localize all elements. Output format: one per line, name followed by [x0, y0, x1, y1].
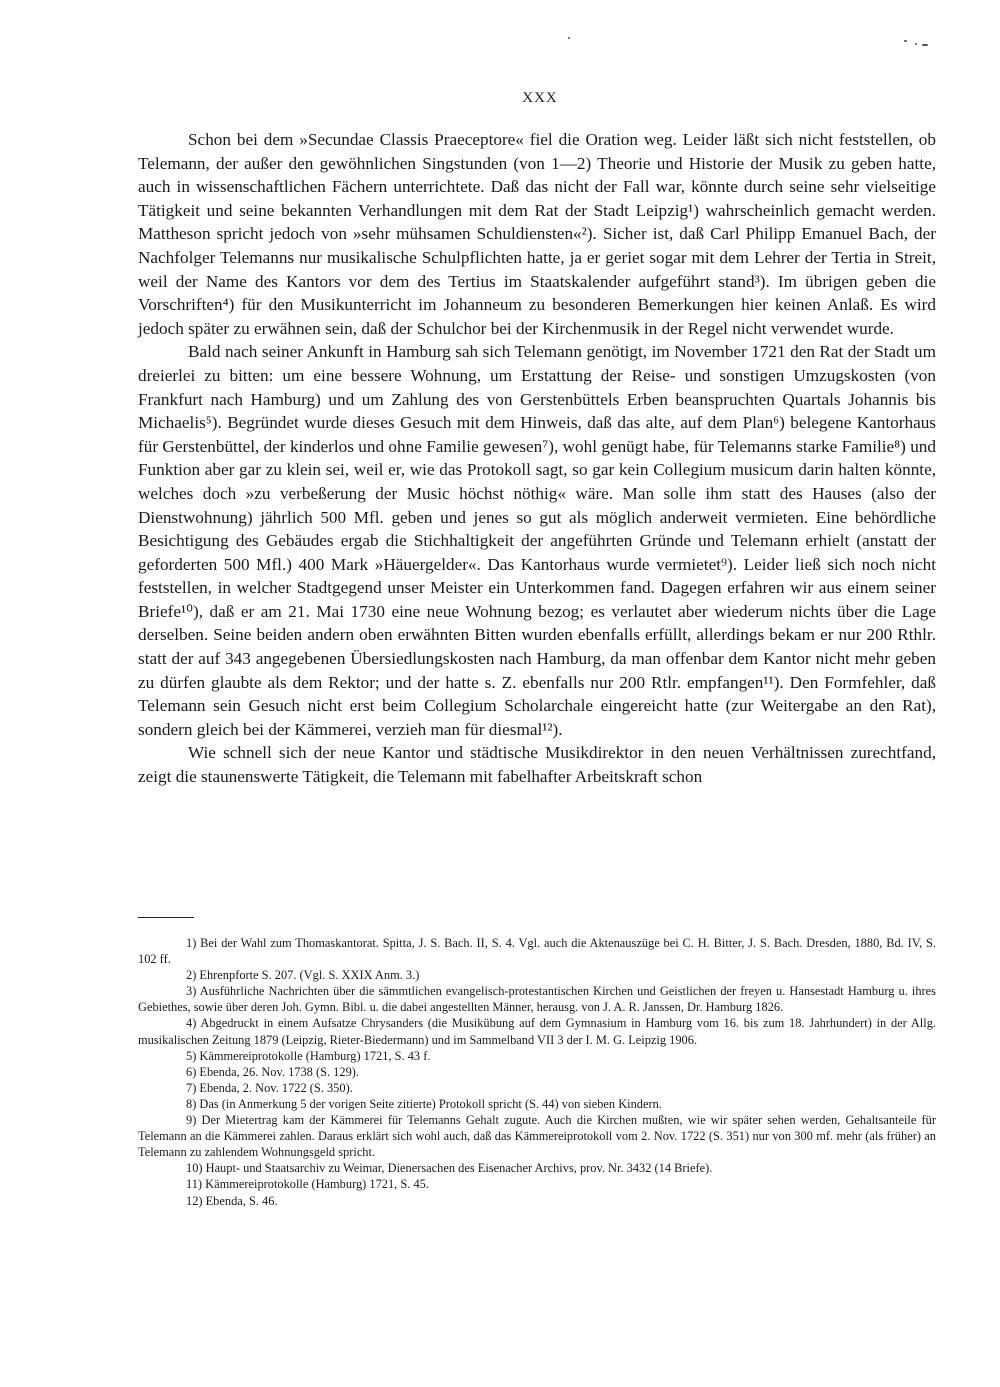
footnote: 10) Haupt- und Staatsarchiv zu Weimar, Dienersachen des Eisenacher Archivs, prov. Nr. 3432 (14 Briefe). — [186, 1161, 713, 1176]
scan-speck — [915, 43, 917, 45]
scan-speck — [922, 44, 928, 46]
body-paragraph: Schon bei dem »Secundae Classis Praeceptore« fiel die Oration weg. Leider läßt sich nicht feststellen, ob Telemann, der außer den gewöhnlichen Singstunden (von 1—2) Theorie und Historie der Musik zu geben hatte, auch in wissenschaftlichen Fächern unterrichtete. Daß das nicht der Fall war, könnte durch seine sehr vielseitige Tätigkeit und seine bekannten Verhandlungen mit dem Rat der Stadt Leipzig¹) wahrscheinlich gemacht werden. Mattheson spricht jedoch von »sehr mühsamen Schuldiensten«²). Sicher ist, daß Carl Philipp Emanuel Bach, der Nachfolger Telemanns nur musikalische Schulpflichten hatte, ja er geriet sogar mit dem Lehrer der Tertia in Streit, weil der Name des Kantors vor dem des Tertius im Staatskalender aufgeführt stand³). Im übrigen geben die Vorschriften⁴) für den Musikunterricht im Johanneum zu besonderen Bemerkungen hier keinen Anlaß. Es wird jedoch später zu erwähnen sein, daß der Schulchor bei der Kirchenmusik in der Regel nicht verwendet wurde. — [138, 130, 936, 338]
main-text — [138, 128, 936, 789]
body-paragraph: Wie schnell sich der neue Kantor und städtische Musikdirektor in den neuen Verhältnissen zurechtfand, zeigt die staunenswerte Tätigkeit, die Telemann mit fabelhafter Arbeitskraft schon — [138, 743, 936, 787]
footnote: 4) Abgedruckt in einem Aufsatze Chrysanders (die Musikübung auf dem Gymnasium in Hamburg vom 16. bis zum 18. Jahrhundert) in der Allg. musikalischen Zeitung 1879 (Leipzig, Rieter-Biedermann) und im Sammelband VII 3 der I. M. G. Leipzig 1906. — [138, 1016, 936, 1047]
footnote: 7) Ebenda, 2. Nov. 1722 (S. 350). — [186, 1080, 353, 1095]
footnote: 2) Ehrenpforte S. 207. (Vgl. S. XXIX Anm. 3.) — [186, 968, 420, 983]
scan-speck — [904, 40, 907, 42]
footnote: 6) Ebenda, 26. Nov. 1738 (S. 129). — [186, 1064, 359, 1079]
body-paragraph: Bald nach seiner Ankunft in Hamburg sah sich Telemann genötigt, im November 1721 den Rat der Stadt um dreierlei zu bitten: um eine bessere Wohnung, um Erstattung der Reise- und sonstigen Umzugskosten (von Frankfurt nach Hamburg) und um Zahlung des von Gerstenbüttels Erben beanspruchten Quartals Johannis bis Michaelis⁵). Begründet wurde dieses Gesuch mit dem Hinweis, daß das alte, auf dem Plan⁶) belegene Kantorhaus für Gerstenbüttel, der kinderlos und ohne Familie gewesen⁷), wohl genügt habe, für Telemanns starke Familie⁸) und Funktion aber gar zu klein sei, weil er, wie das Protokoll sagt, so gar kein Collegium musicum darin halten könnte, welches doch »zu verbeßerung der Music höchst nöthig« wäre. Man solle ihm statt des Hauses (also der Dienstwohnung) jährlich 500 Mfl. geben und jenes so gut als möglich anderweit vermieten. Eine behördliche Besichtigung des Gebäudes ergab die Stichhaltigkeit der angeführten Gründe und Telemann erhielt (anstatt der geforderten 500 Mfl.) 400 Mark »Häuergelder«. Das Kantorhaus wurde vermietet⁹). Leider ließ sich noch nicht feststellen, in welcher Stadtgegend unser Meister ein Unterkommen fand. Dagegen erfahren wir aus einem seiner Briefe¹⁰), daß er am 21. Mai 1730 eine neue Wohnung bezog; es verlautet aber wiederum nichts über die Lage derselben. Seine beiden andern oben erwähnten Bitten wurden ebenfalls erfüllt, allerdings bekam er nur 200 Rthlr. statt der auf 343 angegebenen Übersiedlungskosten nach Hamburg, da man offenbar dem Kantor nicht mehr geben zu dürfen glaubte als dem Rektor; und der hatte s. Z. ebenfalls nur 200 Rtlr. empfangen¹¹). Den Formfehler, daß Telemann sein Gesuch nicht erst beim Collegium Scholarchale eingereicht hatte (zur Weitergabe an den Rat), sondern gleich bei der Kämmerei, verzieh man für diesmal¹²). — [138, 342, 936, 739]
footnote: 8) Das (in Anmerkung 5 der vorigen Seite zitierte) Protokoll spricht (S. 44) von sieben Kindern. — [186, 1096, 662, 1111]
scan-speck — [568, 37, 570, 39]
footnote: 1) Bei der Wahl zum Thomaskantorat. Spitta, J. S. Bach. II, S. 4. Vgl. auch die Aktenauszüge bei C. H. Bitter, J. S. Bach. Dresden, 1880, Bd. IV, S. 102 ff. — [138, 936, 936, 967]
page-number: XXX — [522, 90, 558, 106]
footnote: 9) Der Mietertrag kam der Kämmerei für Telemanns Gehalt zugute. Auch die Kirchen mußten, wie wir später sehen werden, Gehaltsanteile für Telemann an die Kämmerei zahlen. Daraus erklärt sich wohl auch, daß das Kämmereiprotokoll vom 2. Nov. 1722 (S. 351) nur von 300 mf. mehr (als früher) an Telemann zu zahlendem Wohnungsgeld spricht. — [138, 1113, 936, 1160]
footnote-separator — [138, 917, 194, 918]
footnote: 11) Kämmereiprotokolle (Hamburg) 1721, S. 45. — [186, 1177, 429, 1192]
footnote: 12) Ebenda, S. 46. — [186, 1193, 278, 1208]
footnote: 5) Kämmereiprotokolle (Hamburg) 1721, S. 43 f. — [186, 1048, 431, 1063]
footnote: 3) Ausführliche Nachrichten über die sämmtlichen evangelisch-protestantischen Kirchen und Geistlichen der freyen u. Hansestadt Hamburg u. ihres Gebiethes, sowie über deren Joh. Gymn. Bibl. u. die dabei angestellten Männer, herausg. von J. A. R. Janssen, Dr. Hamburg 1826. — [138, 984, 936, 1015]
footnotes — [138, 935, 936, 1209]
